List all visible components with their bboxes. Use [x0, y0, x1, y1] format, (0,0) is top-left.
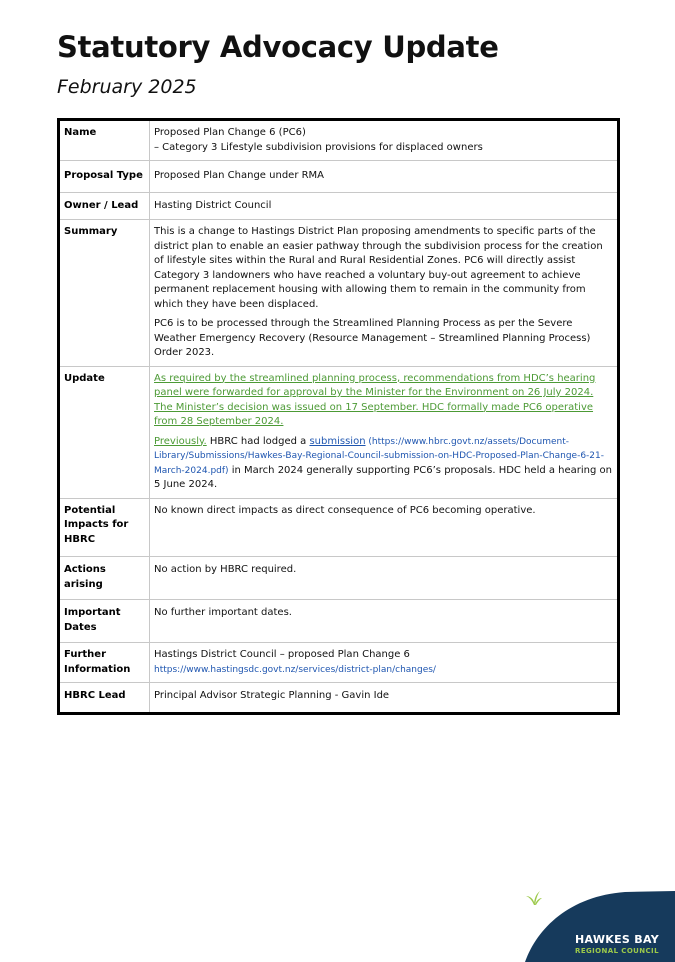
table-row-actions — [59, 557, 619, 600]
page-title: Statutory Advocacy Update — [57, 30, 499, 64]
table-row-name — [59, 120, 619, 161]
update-paragraph-1: As required by the streamlined planning process, recommendations from HDC’s hearing panel were forwarded for approval by the Minister for the Environment on 26 July 2024. The Minister’s decision was issued on 17 September. HDC formally made PC6 operative from 28 September 2024. — [154, 372, 596, 427]
row-label: Important Dates — [59, 600, 150, 643]
previously-text: Previously. — [154, 435, 207, 447]
update-text-a: HBRC had lodged a — [206, 435, 310, 447]
row-label: Update — [59, 366, 150, 498]
table-row-summary — [59, 220, 619, 367]
row-label: Name — [59, 120, 150, 161]
row-label: Further Information — [59, 643, 150, 683]
table-row-dates — [59, 600, 619, 643]
row-label: Owner / Lead — [59, 192, 150, 220]
page-subtitle: February 2025 — [57, 76, 197, 98]
row-value: No action by HBRC required. — [150, 557, 619, 600]
row-value — [150, 366, 619, 498]
further-info-url[interactable]: https://www.hastingsdc.govt.nz/services/district-plan/changes/ — [154, 664, 436, 675]
row-value: No further important dates. — [150, 600, 619, 643]
further-info-line-1: Hastings District Council – proposed Plan Change 6 — [154, 649, 410, 660]
row-value: Principal Advisor Strategic Planning - Gavin Ide — [150, 683, 619, 714]
table-row-owner — [59, 192, 619, 220]
row-value — [150, 120, 619, 161]
row-label: Summary — [59, 220, 150, 367]
row-value: Hasting District Council — [150, 192, 619, 220]
row-label: Potential Impacts for HBRC — [59, 498, 150, 557]
table-row-hbrc-lead — [59, 683, 619, 714]
logo-subtitle: REGIONAL COUNCIL — [575, 947, 659, 955]
summary-paragraph-2: PC6 is to be processed through the Streamlined Planning Process as per the Severe Weather Emergency Recovery (Resource Management – Streamlined Planning Process) Order 2023. — [154, 318, 591, 358]
submission-link[interactable]: submission — [309, 435, 366, 447]
leaf-icon — [525, 888, 543, 906]
row-value: Proposed Plan Change under RMA — [150, 161, 619, 193]
row-value: No known direct impacts as direct consequence of PC6 becoming operative. — [150, 498, 619, 557]
row-label: Actions arising — [59, 557, 150, 600]
summary-paragraph-1: This is a change to Hastings District Plan proposing amendments to specific parts of the district plan to enable an easier pathway through the subdivision process for the creation of lifestyle sites within the Rural and Rural Residential Zones. PC6 will directly assist Category 3 landowners who have reached a voluntary buy-out agreement to achieve permanent replacement housing with allowing them to remain in the community from which they have been displaced. — [154, 226, 603, 310]
table-row-impacts — [59, 498, 619, 557]
hbrc-logo — [525, 888, 675, 962]
table-row-further-information — [59, 643, 619, 683]
row-value — [150, 643, 619, 683]
name-line-2: – Category 3 Lifestyle subdivision provisions for displaced owners — [154, 141, 483, 153]
table-row-update — [59, 366, 619, 498]
submission-url[interactable]: (https://www.hbrc.govt.nz/assets/Document-Library/Submissions/Hawkes-Bay-Regional-Council-submission-on-HDC-Proposed-Plan-Change-6-21-March-2024.pdf) — [154, 436, 604, 476]
row-label: Proposal Type — [59, 161, 150, 193]
advocacy-table — [57, 118, 620, 715]
name-line-1: Proposed Plan Change 6 (PC6) — [154, 127, 306, 138]
table-row-proposal-type — [59, 161, 619, 193]
row-value — [150, 220, 619, 367]
logo-wordmark: HAWKES BAY — [575, 933, 659, 946]
update-text-b: in March 2024 generally supporting PC6’s proposals. HDC held a hearing on 5 June 2024. — [154, 464, 613, 490]
row-label: HBRC Lead — [59, 683, 150, 714]
update-paragraph-2 — [154, 435, 613, 493]
